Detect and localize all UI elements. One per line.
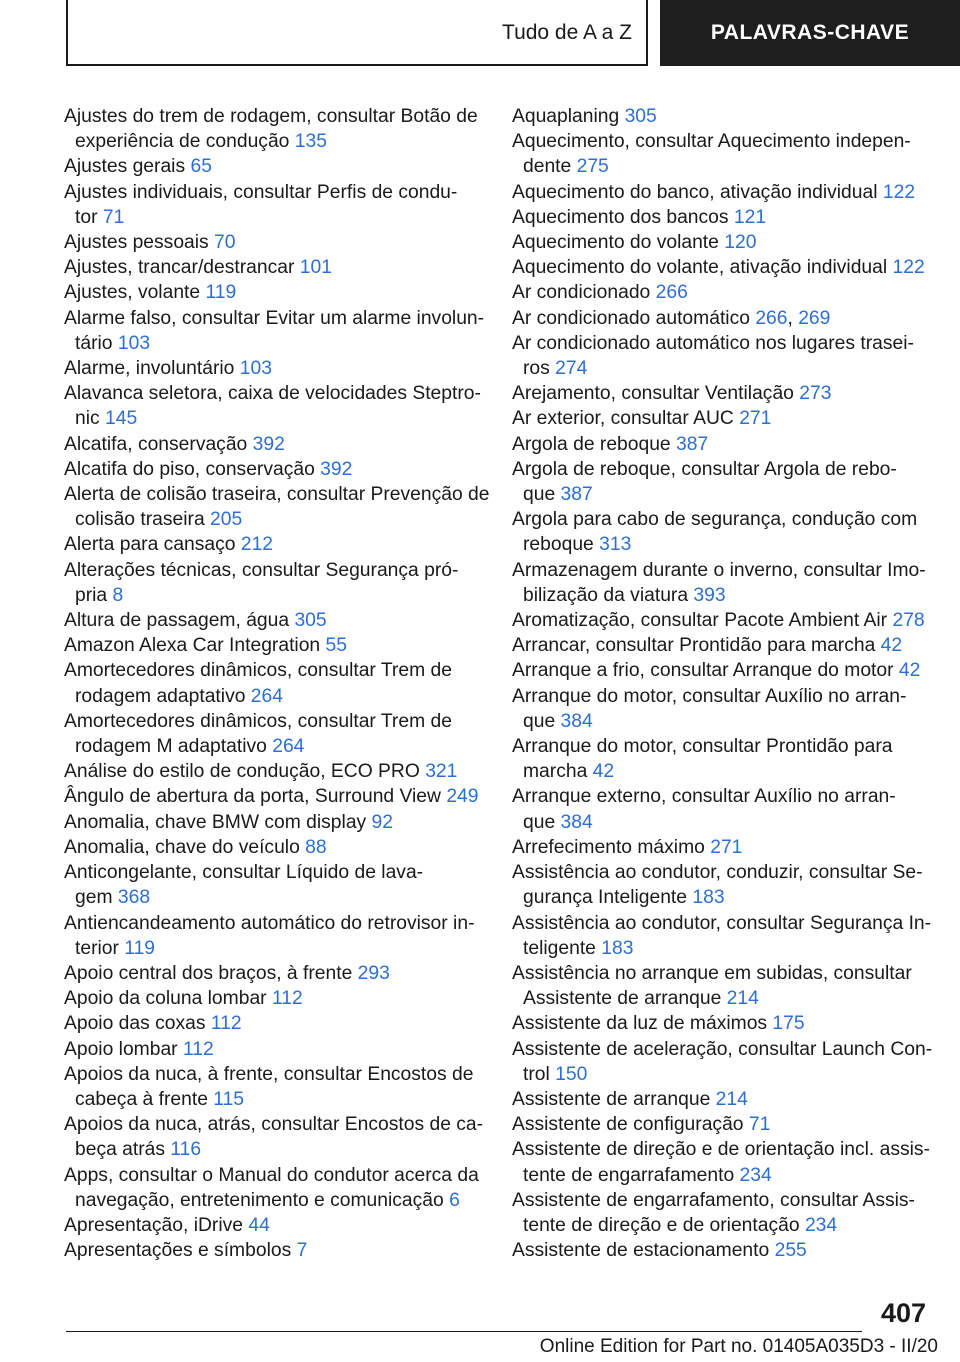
entry-text: Argola de reboque, consultar Argola de rebo- (512, 458, 897, 480)
page-link[interactable]: 387 (560, 484, 593, 506)
entry-text: Apoio central dos braços, à frente (64, 962, 358, 984)
page-link[interactable]: 65 (190, 156, 212, 178)
index-entry (512, 1011, 932, 1036)
entry-text-cont: gem (75, 887, 118, 909)
page-link[interactable]: 112 (182, 1038, 214, 1060)
entry-text: Aquaplaning (512, 106, 625, 127)
index-column-left (64, 104, 490, 1263)
index-entry (512, 381, 932, 406)
entry-text: Arrefecimento máximo (512, 836, 711, 858)
page-link[interactable]: 387 (676, 433, 709, 455)
entry-text-cont: que (523, 811, 561, 833)
entry-text-cont: nic (75, 408, 106, 430)
entry-text: Apoio das coxas (64, 1013, 211, 1035)
page-link[interactable]: 392 (252, 433, 285, 455)
page-link[interactable]: 269 (798, 307, 831, 329)
entry-text: Arranque externo, consultar Auxílio no arran- (512, 786, 896, 808)
entry-text: Ajustes do trem de rodagem, consultar Botão de (64, 106, 478, 127)
index-entry (64, 1037, 484, 1062)
page-link[interactable]: 150 (555, 1063, 588, 1085)
page-link[interactable]: 112 (210, 1013, 242, 1035)
index-column-right (512, 104, 932, 1263)
entry-text: Assistente de direção e de orientação incl. assis- (512, 1139, 930, 1161)
entry-text: Alarme, involuntário (64, 358, 240, 380)
entry-text-cont: tor (75, 206, 103, 228)
index-entry (64, 961, 484, 986)
entry-text: Argola para cabo de segurança, condução com (512, 509, 918, 531)
index-entry (64, 230, 484, 255)
entry-text: Alerta de colisão traseira, consultar Prevenção de (64, 484, 490, 506)
entry-text-cont: terior (75, 937, 125, 959)
page-link[interactable]: 384 (560, 811, 593, 833)
page-link[interactable]: 115 (213, 1088, 245, 1110)
entry-text: Alcatifa do piso, conservação (64, 458, 321, 480)
entry-text: Assistência no arranque em subidas, consultar (512, 962, 912, 984)
page-link[interactable]: 321 (425, 761, 458, 783)
page-link[interactable]: 273 (799, 383, 832, 405)
entry-text: Ajustes individuais, consultar Perfis de condu- (64, 181, 458, 203)
entry-text: Alavanca seletora, caixa de velocidades Steptro- (64, 383, 481, 405)
entry-text-cont: beça atrás (75, 1139, 171, 1161)
entry-text: Aquecimento do volante, ativação individual (512, 257, 893, 279)
index-entry (512, 1188, 932, 1238)
index-entry (512, 1112, 932, 1137)
entry-text: Alcatifa, conservação (64, 433, 253, 455)
page-link[interactable]: 234 (804, 1214, 838, 1236)
page-link[interactable]: 135 (294, 131, 327, 153)
index-entry (512, 784, 932, 834)
index-entry (512, 734, 932, 784)
page-link[interactable]: 119 (205, 282, 237, 304)
index-entry (64, 1213, 484, 1238)
page-link[interactable]: 271 (710, 836, 743, 858)
entry-text: Assistente de arranque (512, 1088, 716, 1110)
entry-text: Arranque a frio, consultar Arranque do motor (512, 660, 899, 682)
page-link[interactable]: 6 (449, 1189, 460, 1211)
page-link[interactable]: 103 (239, 358, 272, 380)
entry-text-cont: ros (523, 358, 556, 380)
entry-text: Arranque do motor, consultar Auxílio no arran- (512, 685, 907, 707)
entry-text-cont: gurança Inteligente (523, 887, 693, 909)
page-link[interactable]: 119 (124, 937, 156, 959)
entry-text: Apresentação, iDrive (64, 1214, 249, 1236)
entry-text-cont: marcha (523, 761, 593, 783)
page-link[interactable]: 8 (112, 584, 124, 606)
index-entry (64, 432, 484, 457)
footer-rule (66, 1331, 862, 1332)
index-entry (64, 306, 484, 356)
page-link[interactable]: 103 (117, 332, 151, 354)
index-entry (64, 154, 484, 179)
page-link[interactable]: 70 (214, 232, 236, 254)
index-entry (64, 381, 484, 431)
index-entry (512, 507, 932, 557)
entry-text: Análise do estilo de condução, ECO PRO (64, 761, 426, 783)
page-link[interactable]: 305 (294, 610, 327, 632)
index-entry (512, 608, 932, 633)
index-entry (512, 860, 932, 910)
page-link[interactable]: 183 (601, 937, 634, 959)
index-entry (64, 784, 484, 809)
index-entry (512, 911, 932, 961)
entry-text: Alerta para cansaço (64, 534, 241, 556)
header-right-line (646, 0, 648, 66)
entry-text: Assistente de estacionamento (512, 1240, 775, 1262)
entry-text: Assistente de configuração (512, 1114, 749, 1136)
entry-text: Amortecedores dinâmicos, consultar Trem de (64, 710, 452, 732)
entry-text: Ajustes, trancar/destrancar (64, 257, 300, 279)
entry-text: Assistente de engarrafamento, consultar Assis- (512, 1189, 915, 1211)
index-entry (512, 205, 932, 230)
entry-text-cont: rodagem M adaptativo (75, 736, 273, 758)
index-entry (512, 633, 932, 658)
index-entry (64, 633, 484, 658)
chapter-tab: PALAVRAS-CHAVE (660, 0, 960, 66)
entry-text: Assistente da luz de máximos (512, 1013, 773, 1035)
entry-text-cont: dente (523, 156, 577, 178)
index-entry (64, 255, 484, 280)
index-entry (64, 280, 484, 305)
page-link[interactable]: 44 (248, 1214, 270, 1236)
index-entry (64, 104, 484, 154)
page-link[interactable]: 121 (733, 206, 767, 228)
section-title: Tudo de A a Z (502, 21, 632, 44)
entry-text-cont: Assistente de arranque (523, 988, 727, 1010)
entry-text: Antiencandeamento automático do retrovisor in- (64, 912, 475, 934)
entry-text-cont: tente de engarrafamento (523, 1164, 740, 1186)
index-entry (512, 1087, 932, 1112)
entry-text-cont: bilização da viatura (523, 584, 694, 606)
index-entry (64, 180, 484, 230)
index-entry (512, 255, 932, 280)
index-entry (64, 759, 484, 784)
entry-text: Aquecimento dos bancos (512, 206, 734, 228)
page-link[interactable]: 71 (102, 206, 125, 228)
page-link[interactable]: 175 (772, 1013, 805, 1035)
index-entry (64, 911, 484, 961)
index-entry (64, 356, 484, 381)
index-entry (512, 457, 932, 507)
edition-footer: Online Edition for Part no. 01405A035D3 - II/20 (539, 1336, 938, 1357)
page-number: 407 (880, 1298, 926, 1328)
index-entry (64, 1062, 484, 1112)
page-link[interactable]: 214 (726, 988, 759, 1010)
index-entry (64, 709, 484, 759)
page-link[interactable]: 305 (624, 106, 657, 127)
entry-text: Altura de passagem, água (64, 610, 295, 632)
entry-text-cont: tente de direção e de orientação (523, 1214, 805, 1236)
entry-text: Alterações técnicas, consultar Segurança pró- (64, 559, 459, 581)
entry-text: Ajustes pessoais (64, 232, 215, 254)
index-entry (64, 608, 484, 633)
page-link[interactable]: 264 (272, 736, 305, 758)
page-link[interactable]: 368 (117, 887, 151, 909)
page-link[interactable]: 42 (898, 660, 921, 682)
entry-text: Arrancar, consultar Prontidão para marcha (512, 635, 881, 657)
entry-text: Amortecedores dinâmicos, consultar Trem de (64, 660, 452, 682)
entry-text-cont: pria (75, 584, 113, 606)
page-link[interactable]: 293 (357, 962, 390, 984)
page-link[interactable]: 7 (296, 1240, 308, 1262)
entry-text: Apoios da nuca, atrás, consultar Encostos de ca- (64, 1114, 484, 1136)
index-entry (512, 835, 932, 860)
entry-text: Alarme falso, consultar Evitar um alarme involun- (64, 307, 485, 329)
index-entry (64, 1238, 484, 1263)
entry-text-cont: que (523, 484, 561, 506)
index-entry (512, 1137, 932, 1187)
page-link[interactable]: 212 (240, 534, 274, 556)
entry-text: Ar exterior, consultar AUC (512, 408, 740, 430)
entry-text: Ângulo de abertura da porta, Surround View (64, 786, 447, 808)
entry-text-cont: teligente (523, 937, 602, 959)
entry-text: Assistência ao condutor, consultar Segurança In- (512, 912, 932, 934)
entry-text: Amazon Alexa Car Integration (64, 635, 326, 657)
entry-text: Ar condicionado (512, 282, 656, 304)
index-entry (512, 406, 932, 431)
page-link[interactable]: 274 (555, 358, 588, 380)
page-link[interactable]: 271 (739, 408, 772, 430)
page-link[interactable]: 55 (325, 635, 347, 657)
index-entry (512, 684, 932, 734)
page-link[interactable]: 278 (892, 610, 925, 632)
entry-text-cont: reboque (523, 534, 600, 556)
index-entry (512, 230, 932, 255)
entry-text: Aquecimento, consultar Aquecimento indepen- (512, 131, 911, 153)
page-link[interactable]: 255 (774, 1240, 807, 1262)
entry-text: Assistente de aceleração, consultar Launch Con- (512, 1038, 933, 1060)
entry-text-cont: trol (523, 1063, 556, 1085)
page-link[interactable]: 120 (724, 232, 757, 254)
page-link[interactable]: 234 (739, 1164, 772, 1186)
index-entry (64, 558, 484, 608)
page-link[interactable]: 266 (755, 307, 788, 329)
entry-text-cont: experiência de condução (75, 131, 295, 153)
index-entry (512, 1238, 932, 1263)
page-link[interactable]: 112 (271, 988, 303, 1010)
entry-text: Aromatização, consultar Pacote Ambient Air (512, 610, 893, 632)
index-entry (512, 129, 932, 179)
entry-text: Apps, consultar o Manual do condutor acerca da (64, 1164, 479, 1186)
index-entry (512, 1037, 932, 1087)
page-link[interactable]: 275 (576, 156, 609, 178)
page-link[interactable]: 205 (210, 509, 243, 531)
entry-text: Armazenagem durante o inverno, consultar Imo- (512, 559, 926, 581)
index-entry (512, 658, 932, 683)
index-entry (512, 104, 932, 129)
index-entry (64, 532, 484, 557)
entry-text-cont: tário (75, 332, 118, 354)
page-link[interactable]: 313 (599, 534, 632, 556)
entry-text: Anomalia, chave do veículo (64, 836, 306, 858)
entry-text: Argola de reboque (512, 433, 677, 455)
entry-text: Ar condicionado automático nos lugares trasei- (512, 332, 914, 354)
entry-text: Assistência ao condutor, conduzir, consultar Se- (512, 862, 923, 884)
index-entry (64, 457, 484, 482)
index-entry (64, 1163, 484, 1213)
page-link[interactable]: 42 (592, 761, 615, 783)
page-link[interactable]: 122 (892, 257, 925, 279)
entry-text-cont: colisão traseira (75, 509, 211, 531)
page-link[interactable]: 101 (299, 257, 332, 279)
index-entry (512, 432, 932, 457)
entry-text: Apoio lombar (64, 1038, 183, 1060)
page-link[interactable]: 392 (320, 458, 353, 480)
page-link[interactable]: 42 (880, 635, 903, 657)
page-link[interactable]: 393 (693, 584, 726, 606)
entry-text: Apoios da nuca, à frente, consultar Encostos de (64, 1063, 474, 1085)
entry-text: Arejamento, consultar Ventilação (512, 383, 800, 405)
entry-text-cont: cabeça à frente (75, 1088, 214, 1110)
index-entry (512, 331, 932, 381)
entry-text: Aquecimento do volante (512, 232, 725, 254)
entry-text: Apresentações e símbolos (64, 1240, 297, 1262)
page-link[interactable]: 145 (105, 408, 138, 430)
page-link[interactable]: 92 (371, 811, 393, 833)
index-entry (64, 986, 484, 1011)
page-link[interactable]: 71 (748, 1114, 771, 1136)
index-entry: Ar condicionado automático 266, 269 (512, 307, 831, 329)
entry-text: Aquecimento do banco, ativação individual (512, 181, 883, 203)
entry-text: Ajustes gerais (64, 156, 191, 178)
page-link[interactable]: 88 (305, 836, 327, 858)
index-entry (512, 280, 932, 305)
entry-text-cont: rodagem adaptativo (75, 685, 251, 707)
page-link[interactable]: 214 (715, 1088, 748, 1110)
page-link[interactable]: 122 (882, 181, 916, 203)
page-link[interactable]: 183 (692, 887, 725, 909)
index-entry (64, 482, 490, 532)
index-entry (512, 180, 932, 205)
page-link[interactable]: 264 (250, 685, 283, 707)
entry-text: Apoio da coluna lombar (64, 988, 272, 1010)
index-entry (64, 1112, 484, 1162)
entry-text: Ar condicionado automático (512, 307, 756, 329)
index-entry (64, 835, 484, 860)
index-entry (64, 1011, 484, 1036)
index-entry (64, 658, 484, 708)
entry-text: Anomalia, chave BMW com display (64, 811, 372, 833)
page-link[interactable]: 266 (655, 282, 688, 304)
index-entry (64, 810, 484, 835)
page-link[interactable]: 384 (560, 710, 593, 732)
entry-text: Arranque do motor, consultar Prontidão para (512, 736, 893, 758)
index-entry (64, 860, 484, 910)
page-link[interactable]: 249 (446, 786, 479, 808)
entry-text: Anticongelante, consultar Líquido de lava- (64, 862, 424, 884)
entry-text-cont: navegação, entretenimento e comunicação (75, 1189, 450, 1211)
index-entry (512, 558, 932, 608)
index-entry (512, 961, 932, 1011)
entry-text-cont: que (523, 710, 561, 732)
entry-text: Ajustes, volante (64, 282, 206, 304)
page-link[interactable]: 116 (170, 1139, 202, 1161)
